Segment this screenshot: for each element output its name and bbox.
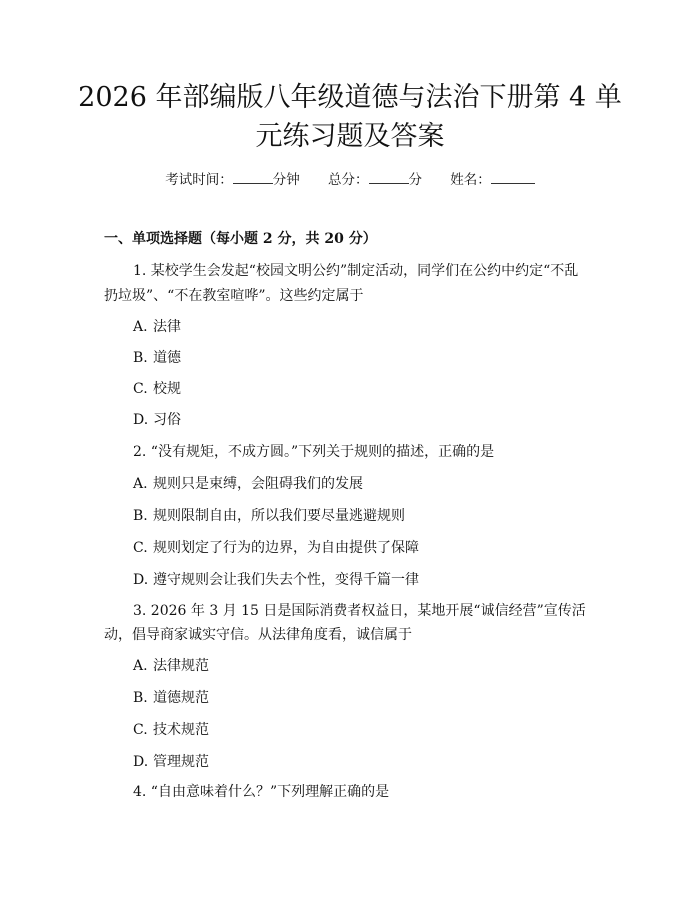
student-name-blank (491, 171, 535, 184)
option-letter: A. (133, 476, 148, 492)
option-text: 道德规范 (153, 690, 209, 706)
option-text: 技术规范 (153, 722, 209, 738)
option-text: 规则只是束缚，会阻碍我们的发展 (153, 476, 363, 492)
question-2-line-1: 2. “没有规矩，不成方圆。”下列关于规则的描述，正确的是 (133, 444, 495, 460)
option-text: 遵守规则会让我们失去个性，变得千篇一律 (153, 572, 419, 588)
option-item (133, 537, 419, 557)
option-item (133, 655, 209, 675)
total-score-unit: 分 (408, 172, 422, 188)
option-text: 管理规范 (153, 754, 209, 770)
option-item (133, 505, 405, 525)
option-item (133, 347, 181, 367)
document-title (60, 78, 640, 156)
total-score-label: 总分： (328, 172, 369, 188)
exam-info-row (0, 168, 700, 188)
student-name (450, 168, 535, 188)
option-letter: D. (133, 754, 149, 770)
exam-time-blank (233, 171, 273, 184)
question-1-line-2: 扔垃圾”、“不在教室喧哗”。这些约定属于 (104, 288, 364, 304)
option-letter: B. (133, 508, 148, 524)
option-item (133, 751, 209, 771)
option-item (133, 687, 209, 707)
option-item (133, 409, 181, 429)
option-item (133, 316, 181, 336)
option-item (133, 719, 209, 739)
option-letter: C. (133, 381, 148, 397)
option-item (133, 473, 363, 493)
title-line-2: 元练习题及答案 (255, 121, 445, 152)
option-item (133, 378, 181, 398)
exam-time-unit: 分钟 (272, 172, 300, 188)
question-1-line-1: 1. 某校学生会发起“校园文明公约”制定活动，同学们在公约中约定“不乱 (133, 263, 579, 279)
option-text: 校规 (153, 381, 181, 397)
option-text: 法律规范 (153, 658, 209, 674)
option-letter: B. (133, 690, 148, 706)
option-letter: A. (133, 658, 148, 674)
section-heading: 一、单项选择题（每小题 2 分，共 20 分） (104, 231, 377, 247)
option-letter: C. (133, 722, 148, 738)
total-score (328, 168, 422, 188)
question-3-line-1: 3. 2026 年 3 月 15 日是国际消费者权益日，某地开展“诚信经营”宣传活 (133, 603, 586, 619)
option-letter: D. (133, 412, 149, 428)
exam-time (165, 168, 300, 188)
exam-time-label: 考试时间： (165, 172, 233, 188)
option-letter: B. (133, 350, 148, 366)
option-letter: D. (133, 572, 149, 588)
option-letter: A. (133, 319, 148, 335)
total-score-blank (369, 171, 409, 184)
option-text: 规则限制自由，所以我们要尽量逃避规则 (153, 508, 405, 524)
title-line-1: 2026 年部编版八年级道德与法治下册第 4 单 (78, 82, 622, 113)
option-text: 法律 (153, 319, 181, 335)
student-name-label: 姓名： (450, 172, 491, 188)
option-letter: C. (133, 540, 148, 556)
option-text: 道德 (153, 350, 181, 366)
option-text: 习俗 (153, 412, 181, 428)
question-4-line-1: 4. “自由意味着什么？”下列理解正确的是 (133, 784, 390, 800)
option-text: 规则划定了行为的边界，为自由提供了保障 (153, 540, 419, 556)
question-3-line-2: 动，倡导商家诚实守信。从法律角度看，诚信属于 (104, 627, 412, 643)
option-item (133, 569, 419, 589)
